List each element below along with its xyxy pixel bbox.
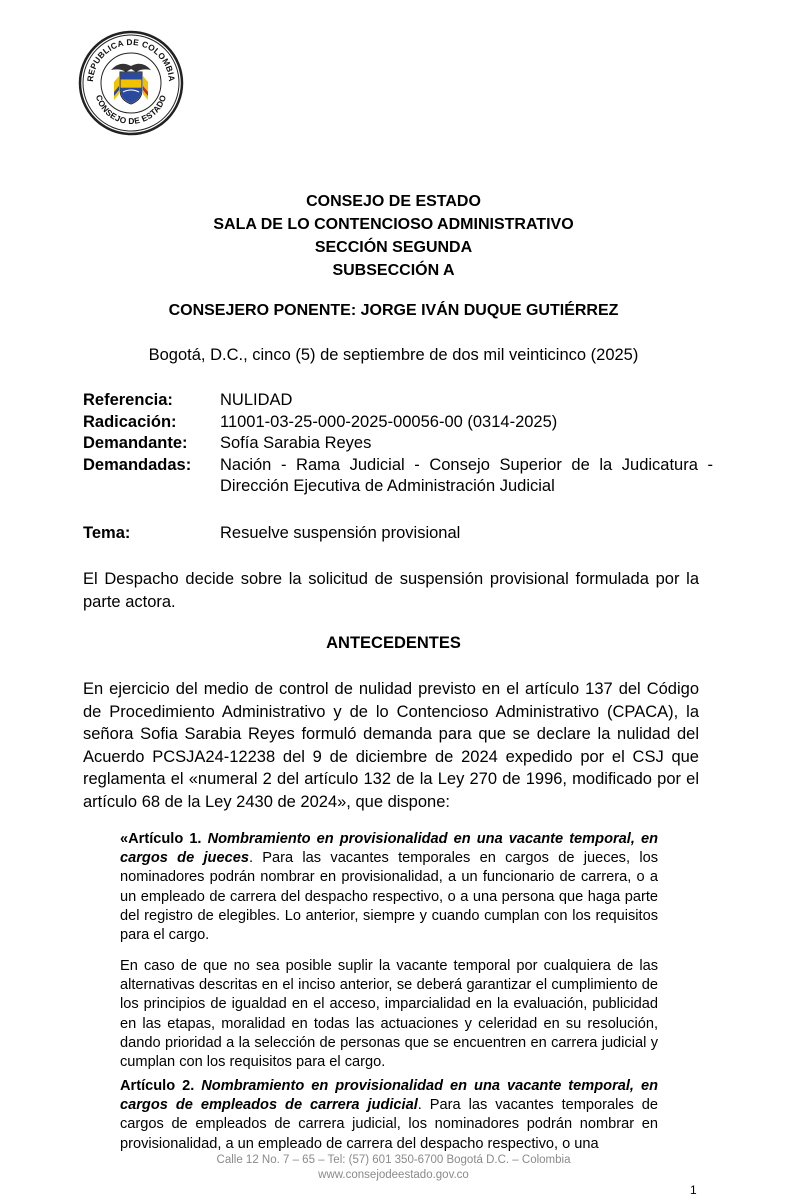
article-2-title: Nombramiento en provisionalidad en una vacante temporal, en cargos de empleados de carrera judicial <box>120 1078 658 1114</box>
date-line: Bogotá, D.C., cinco (5) de septiembre de dos mil veinticinco (2025) <box>148 346 639 364</box>
section-title: ANTECEDENTES <box>326 634 461 652</box>
meta-label: Referencia: <box>83 391 173 409</box>
meta-value: Sofía Sarabia Reyes <box>220 434 372 452</box>
quote-article-1 <box>120 830 658 945</box>
consejo-de-estado-seal <box>78 30 184 136</box>
article-1-title: Nombramiento en provisionalidad en una vacante temporal, en cargos de jueces <box>120 831 658 867</box>
meta-value: NULIDAD <box>220 391 293 409</box>
article-2-body: . Para las vacantes temporales de cargos de empleados de carrera judicial, los nominadores podrán nombrar en provisionalidad, a un empleado de carrera del despacho respectivo, o una <box>120 1097 658 1152</box>
tema-row <box>83 524 713 543</box>
svg-text:REPUBLICA DE COLOMBIA: REPUBLICA DE COLOMBIA <box>84 36 178 83</box>
meta-row-radicacion <box>83 412 713 434</box>
page-footer <box>0 1153 787 1183</box>
meta-row-demandadas <box>83 455 713 498</box>
case-metadata <box>83 390 713 498</box>
header-court: CONSEJO DE ESTADO <box>306 193 481 210</box>
meta-value: 11001-03-25-000-2025-00056-00 (0314-2025) <box>220 412 558 431</box>
article-1-label: «Artículo 1. <box>120 831 202 847</box>
meta-row-referencia <box>83 390 713 412</box>
meta-label: Demandante: <box>83 434 188 452</box>
header-section: SECCIÓN SEGUNDA <box>314 239 473 256</box>
tema-value: Resuelve suspensión provisional <box>220 524 461 542</box>
article-1-body: . Para las vacantes temporales en cargos de jueces, los nominadores podrán nombrar en provisionalidad, a un funcionario de carrera, o a un empleado de carrera del despacho respectivo, o a una persona que haga parte del registro de elegibles. Lo anterior, siempre y cuando cumplan con los requisitos para el cargo. <box>120 850 658 944</box>
meta-value: Nación - Rama Judicial - Consejo Superior de la Judicatura - Dirección Ejecutiva de Administración Judicial <box>220 455 713 495</box>
header-subsection: SUBSECCIÓN A <box>332 262 455 279</box>
antecedentes-paragraph: En ejercicio del medio de control de nulidad previsto en el artículo 137 del Código de Procedimiento Administrativo y de lo Contencioso Administrativo (CPACA), la señora Sofia Sarabia Reyes formuló demanda para que se declare la nulidad del Acuerdo PCSJA24-12238 del 9 de diciembre de 2024 expedido por el CSJ que reglamenta el «numeral 2 del artículo 132 de la Ley 270 de 1996, modificado por el artículo 68 de la Ley 2430 de 2024», que dispone: <box>83 680 699 811</box>
svg-text:CONSEJO DE ESTADO: CONSEJO DE ESTADO <box>93 93 169 127</box>
footer-address: Calle 12 No. 7 – 65 – Tel: (57) 601 350-6700 Bogotá D.C. – Colombia <box>216 1154 571 1166</box>
document-header <box>0 190 787 282</box>
page-number: 1 <box>690 1183 697 1197</box>
header-chamber: SALA DE LO CONTENCIOSO ADMINISTRATIVO <box>213 216 574 233</box>
meta-label: Demandadas: <box>83 455 192 474</box>
meta-label: Radicación: <box>83 412 177 431</box>
footer-website: www.consejodeestado.gov.co <box>318 1169 469 1181</box>
intro-paragraph: El Despacho decide sobre la solicitud de suspensión provisional formulada por la parte actora. <box>83 570 699 611</box>
quote-article-2 <box>120 1077 658 1154</box>
article-2-label: Artículo 2. <box>120 1078 195 1094</box>
tema-label: Tema: <box>83 524 131 542</box>
ponente-line: CONSEJERO PONENTE: JORGE IVÁN DUQUE GUTIÉRREZ <box>168 302 619 319</box>
quote-paragraph-2: En caso de que no sea posible suplir la vacante temporal por cualquiera de las alternativas descritas en el inciso anterior, se deberá garantizar el cumplimiento de los principios de igualdad en el acceso, imparcialidad en la evaluación, publicidad en las etapas, moralidad en todas las actuaciones y celeridad en su resolución, dando prioridad a la selección de personas que se encuentren en carrera judicial y cumplan con los requisitos para el cargo. <box>120 958 658 1071</box>
meta-row-demandante <box>83 433 713 455</box>
